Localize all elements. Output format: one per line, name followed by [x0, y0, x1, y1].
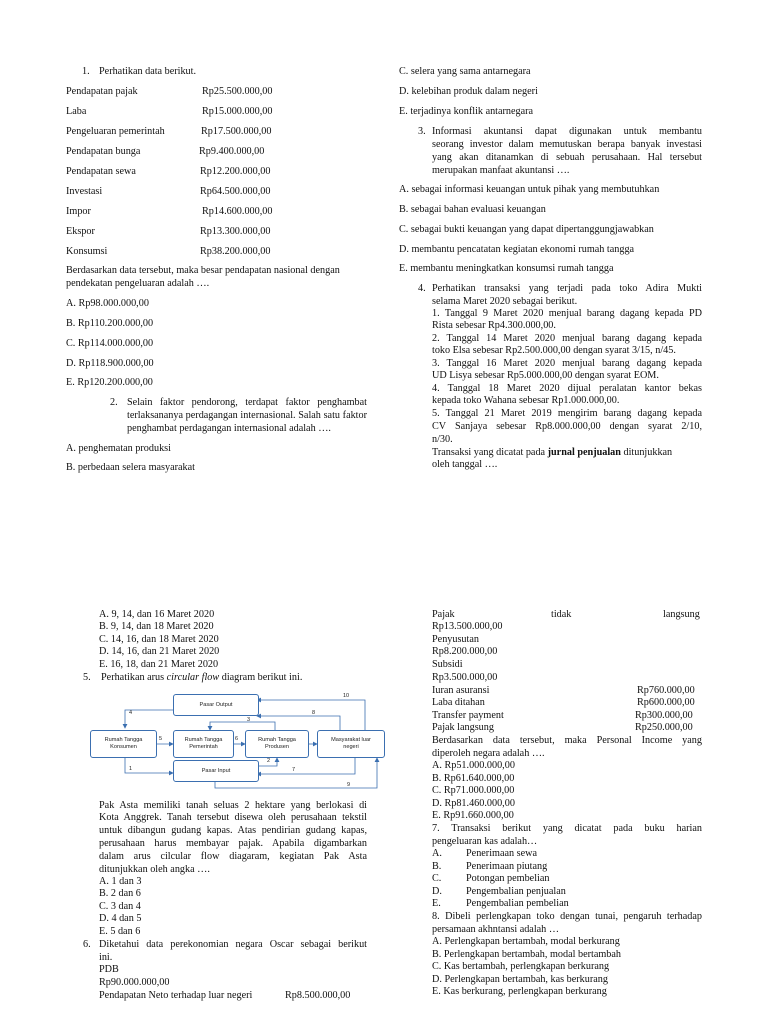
q5-title	[101, 672, 302, 684]
q6-penyusutan-label: Penyusutan	[432, 634, 479, 645]
box-label: Konsumen	[110, 744, 137, 750]
q2-option: D. kelebihan produk dalam negeri	[399, 86, 538, 97]
q8-option: D. Perlengkapan bertambah, kas berkurang	[432, 974, 608, 985]
q4-number: 4.	[418, 283, 426, 294]
flow-number-7: 7	[292, 767, 296, 773]
flow-number-2: 2	[267, 758, 271, 764]
q5-number: 5.	[83, 672, 91, 683]
q4-option: E. 16, 18, dan 21 Maret 2020	[99, 659, 219, 670]
box-label: Pemerintah	[189, 744, 218, 750]
q1-item-value: Rp25.500.000,00	[202, 86, 273, 97]
q6-ptl-word: tidak	[551, 609, 572, 620]
q4-transaction-line: 4. Tanggal 18 Maret 2020 dijual peralatan kantor bekas	[432, 383, 702, 394]
rumah-tangga-pemerintah-box	[173, 730, 234, 758]
flow-number-3: 3	[247, 717, 251, 723]
flow-number-6: 6	[235, 736, 239, 742]
flow-arrow-1	[125, 758, 173, 773]
q7-option: Pengembalian pembelian	[466, 898, 569, 909]
q1-option: C. Rp114.000.000,00	[66, 338, 154, 349]
q5-option: D. 4 dan 5	[99, 913, 142, 924]
q6-ptl-value: Rp13.500.000,00	[432, 621, 503, 632]
q2-text-line: Selain faktor pendorong, terdapat faktor penghambat	[127, 397, 367, 408]
q4-option: A. 9, 14, dan 16 Maret 2020	[99, 609, 215, 620]
q1-item-label: Pendapatan bunga	[66, 146, 141, 157]
q5-option: B. 2 dan 6	[99, 888, 141, 899]
q7-option-letter: A.	[432, 848, 442, 859]
flow-number-1: 1	[129, 766, 133, 772]
q5-text-line: Pak Asta memiliki tanah seluas 2 hektare yang berlokasi di	[99, 800, 367, 811]
q5-option: A. 1 dan 3	[99, 876, 142, 887]
q6-row-label: Iuran asuransi	[432, 685, 490, 696]
q8-option: E. Kas berkurang, perlengkapan berkurang	[432, 986, 607, 997]
q2-option: B. perbedaan selera masyarakat	[66, 462, 195, 473]
q1-item-label: Pendapatan sewa	[66, 166, 136, 177]
q1-item-value: Rp13.300.000,00	[200, 226, 271, 237]
box-label: Rumah Tangga	[258, 737, 296, 743]
q2-option: E. terjadinya konflik antarnegara	[399, 106, 534, 117]
q7-option-letter: D.	[432, 886, 442, 897]
q7-option-letter: C.	[432, 873, 442, 884]
q5-option: C. 3 dan 4	[99, 901, 141, 912]
q1-item-label: Pengeluaran pemerintah	[66, 126, 165, 137]
q5-title-post: diagram berikut ini.	[219, 672, 303, 683]
q4-transaction-line: toko Elsa sebesar Rp2.500.000,00 dengan syarat 3/15, n/45.	[432, 345, 676, 356]
q2-option: A. penghematan produksi	[66, 443, 171, 454]
q4-option: B. 9, 14, dan 18 Maret 2020	[99, 621, 214, 632]
q7-option: Penerimaan sewa	[466, 848, 537, 859]
q4-transaction-line: n/30.	[432, 434, 453, 445]
q3-number: 3.	[418, 126, 426, 137]
q2-number: 2.	[110, 397, 118, 408]
q8-text-line: 8. Dibeli perlengkapan toko dengan tunai, pengaruh terhadap	[432, 911, 702, 922]
q3-option: A. sebagai informasi keuangan untuk pihak yang membutuhkan	[399, 184, 660, 195]
q3-option: E. membantu meningkatkan konsumsi rumah tangga	[399, 263, 614, 274]
q4-question-line	[432, 447, 672, 459]
q6-pdb-label: PDB	[99, 964, 119, 975]
q7-text-line: 7. Transaksi berikut yang dicatat pada buku harian	[432, 823, 702, 834]
q4-text-line: selama Maret 2020 sebagai berikut.	[432, 296, 578, 307]
q6-option: D. Rp81.460.000,00	[432, 798, 515, 809]
q1-item-label: Ekspor	[66, 226, 95, 237]
q6-row-value: Rp300.000,00	[635, 710, 693, 721]
flow-arrow-4	[125, 710, 173, 728]
flow-number-10: 10	[343, 693, 350, 699]
q6-pendapatan-neto-label: Pendapatan Neto terhadap luar negeri	[99, 990, 253, 1001]
q5-text-line: perusahaan harus membayar pajak. Apabila digambarkan	[99, 838, 367, 849]
q3-option: D. membantu pencatatan kegiatan ekonomi rumah tangga	[399, 244, 635, 255]
q1-number: 1.	[82, 66, 90, 77]
q1-item-value: Rp9.400.000,00	[199, 146, 265, 157]
q4-transaction-line: UD Lisya sebesar Rp5.000.000,00 dengan syarat EOM.	[432, 370, 659, 381]
box-label: Masyarakat luar	[331, 737, 371, 743]
q5-title-italic: circular flow	[166, 672, 220, 683]
q5-option: E. 5 dan 6	[99, 926, 141, 937]
q1-option: A. Rp98.000.000,00	[66, 298, 149, 309]
q6-subsidi-label: Subsidi	[432, 659, 463, 670]
pasar-output-box: Pasar Output	[173, 694, 259, 716]
q5-text-line: Kota Anggrek. Tanah tersebut disewa oleh perusahaan tekstil	[99, 812, 367, 823]
flow-number-4: 4	[129, 710, 133, 716]
q4-transaction-line: 5. Tanggal 21 Maret 2019 mengirim barang dagang kepada	[432, 408, 702, 419]
q1-item-value: Rp17.500.000,00	[201, 126, 272, 137]
q7-option: Pengembalian penjualan	[466, 886, 566, 897]
q1-item-label: Laba	[66, 106, 87, 117]
q6-subsidi-value: Rp3.500.000,00	[432, 672, 498, 683]
q1-item-value: Rp14.600.000,00	[202, 206, 273, 217]
q6-row-value: Rp760.000,00	[637, 685, 695, 696]
q2-text-line: penghambat perdagangan internasional adalah ….	[127, 423, 331, 434]
q6-text-line: ini.	[99, 952, 113, 963]
box-label: Rumah Tangga	[104, 737, 143, 743]
q1-item-value: Rp15.000.000,00	[202, 106, 273, 117]
q6-row-value: Rp250.000,00	[635, 722, 693, 733]
circular-flow-diagram	[85, 688, 385, 792]
q5-text-line: untuk dibangun gudang kapas. Atas pendirian gudang kapas,	[99, 825, 367, 836]
q5-text-line: dalam arus cilcular flow diagaram, kegiatan Pak Asta	[99, 851, 367, 862]
q2-text-line: terlaksananya perdagangan internasional. Salah satu faktor	[127, 410, 367, 421]
q8-option: B. Perlengkapan bertambah, modal bertambah	[432, 949, 621, 960]
q3-option: C. sebagai bukti keuangan yang dapat dipertanggungjawabkan	[399, 224, 654, 235]
q1-item-label: Impor	[66, 206, 91, 217]
q1-question-line: pendekatan pengeluaran adalah ….	[66, 278, 210, 289]
q6-ptl-word: Pajak	[432, 609, 455, 620]
q1-item-label: Investasi	[66, 186, 103, 197]
q3-option: B. sebagai bahan evaluasi keuangan	[399, 204, 546, 215]
q1-item-value: Rp64.500.000,00	[200, 186, 271, 197]
q6-option: B. Rp61.640.000,00	[432, 773, 515, 784]
q5-title-pre: Perhatikan arus	[101, 672, 167, 683]
q1-item-value: Rp12.200.000,00	[200, 166, 271, 177]
q8-text-line: persamaan akhntansi adalah …	[432, 924, 560, 935]
q5-text-line: ditunjukkan oleh angka ….	[99, 864, 210, 875]
q1-option: B. Rp110.200.000,00	[66, 318, 154, 329]
q6-option: E. Rp91.660.000,00	[432, 810, 514, 821]
q4-question-line: oleh tanggal ….	[432, 459, 498, 470]
q4-transaction-line: kepada toko Wahana sebesar Rp1.000.000,00.	[432, 395, 620, 406]
q3-text-line: Informasi akuntansi dapat digunakan untuk membantu	[432, 126, 702, 137]
q6-pdb-value: Rp90.000.000,00	[99, 977, 170, 988]
q8-option: A. Perlengkapan bertambah, modal berkurang	[432, 936, 620, 947]
q7-text-line: pengeluaran kas adalah…	[432, 836, 538, 847]
q3-text-line: seorang investor dalam memutuskan berapa banyak investasi	[432, 139, 702, 150]
q6-text-line: Diketahui data perekonomian negara Oscar sebagai berikut	[99, 939, 367, 950]
flow-number-9: 9	[347, 782, 351, 788]
q2-option: C. selera yang sama antarnegara	[399, 66, 531, 77]
q6-option: C. Rp71.000.000,00	[432, 785, 515, 796]
q3-text-line: merupakan manfaat akuntansi ….	[432, 165, 570, 176]
box-label: negeri	[343, 744, 359, 750]
q1-option: E. Rp120.200.000,00	[66, 377, 153, 388]
q6-pendapatan-neto-value: Rp8.500.000,00	[285, 990, 351, 1001]
rumah-tangga-produsen-box	[245, 730, 309, 758]
q7-option-letter: E.	[432, 898, 441, 909]
q1-item-label: Pendapatan pajak	[66, 86, 138, 97]
q4-transaction-line: Rista sebesar Rp4.300.000,00.	[432, 320, 556, 331]
q1-question-line: Berdasarkan data tersebut, maka besar pendapatan nasional dengan	[66, 265, 340, 276]
q7-option: Penerimaan piutang	[466, 861, 548, 872]
box-label: Produsen	[265, 744, 289, 750]
q7-option-letter: B.	[432, 861, 442, 872]
pasar-input-box: Pasar Input	[173, 760, 259, 782]
q6-number: 6.	[83, 939, 91, 950]
q4-transaction-line: CV Sanjaya sebesar Rp8.000.000,00 dengan syarat 2/10,	[432, 421, 702, 432]
q4-question-bold: jurnal penjualan	[547, 447, 621, 458]
q6-question-line: diperoleh negara adalah ….	[432, 748, 545, 759]
q6-option: A. Rp51.000.000,00	[432, 760, 515, 771]
q6-row-label: Pajak langsung	[432, 722, 494, 733]
q6-penyusutan-value: Rp8.200.000,00	[432, 646, 498, 657]
q4-text-line: Perhatikan transaksi yang terjadi pada toko Adira Mukti	[432, 283, 702, 294]
box-label: Rumah Tangga	[184, 737, 223, 743]
masyarakat-luar-negeri-box	[317, 730, 385, 758]
q4-transaction-line: 2. Tanggal 14 Maret 2020 menjual barang dagang kepada	[432, 333, 702, 344]
q6-row-label: Transfer payment	[432, 710, 504, 721]
q4-transaction-line: 1. Tanggal 9 Maret 2020 menjual barang dagang kepada PD	[432, 308, 702, 319]
q4-transaction-line: 3. Tanggal 16 Maret 2020 menjual barang dagang kepada	[432, 358, 702, 369]
q4-question-post: ditunjukkan	[620, 447, 673, 458]
q7-option: Potongan pembelian	[466, 873, 550, 884]
q1-item-value: Rp38.200.000,00	[200, 246, 271, 257]
q6-question-line: Berdasarkan data tersebut, maka Personal Income yang	[432, 735, 702, 746]
flow-number-5: 5	[159, 736, 163, 742]
q1-title: Perhatikan data berikut.	[99, 66, 197, 77]
q6-row-label: Laba ditahan	[432, 697, 485, 708]
q4-option: C. 14, 16, dan 18 Maret 2020	[99, 634, 219, 645]
flow-number-8: 8	[312, 710, 316, 716]
q4-option: D. 14, 16, dan 21 Maret 2020	[99, 646, 220, 657]
q1-option: D. Rp118.900.000,00	[66, 358, 154, 369]
q4-question-pre: Transaksi yang dicatat pada	[432, 447, 548, 458]
q3-text-line: yang akan ditanamkan di sebuah perusahaan. Hal tersebut	[432, 152, 702, 163]
q8-option: C. Kas bertambah, perlengkapan berkurang	[432, 961, 610, 972]
q1-item-label: Konsumsi	[66, 246, 108, 257]
q6-row-value: Rp600.000,00	[637, 697, 695, 708]
rumah-tangga-konsumen-box	[90, 730, 157, 758]
q6-ptl-word: langsung	[663, 609, 700, 620]
